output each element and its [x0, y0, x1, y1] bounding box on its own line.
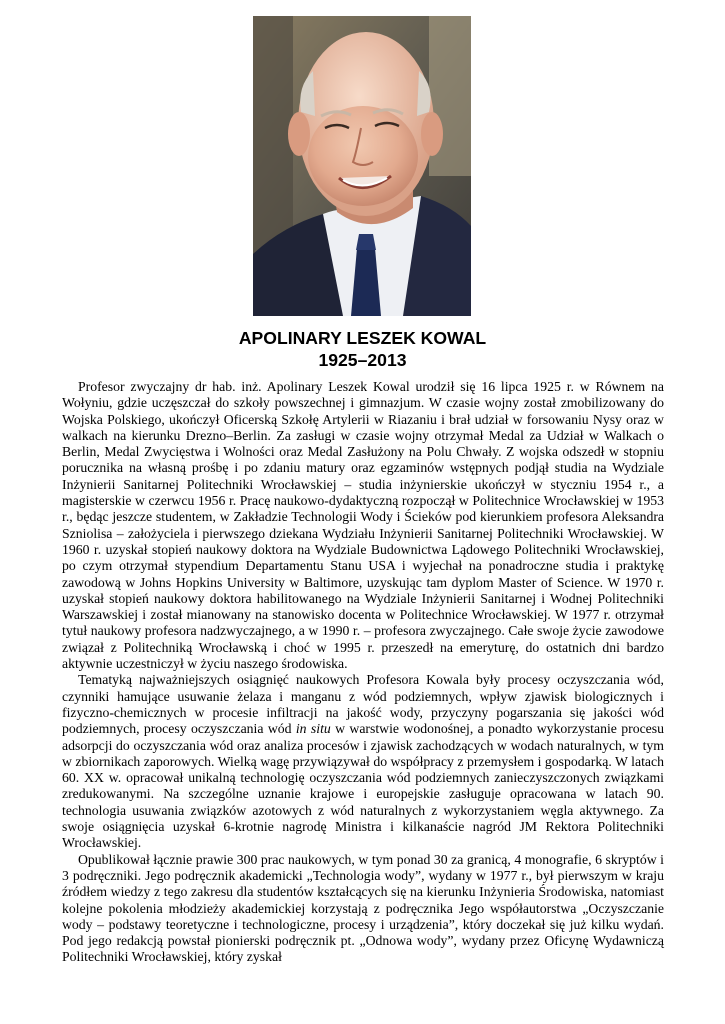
biography-text	[62, 379, 664, 966]
obituary-heading	[0, 327, 725, 371]
paragraph-career: Profesor zwyczajny dr hab. inż. Apolinary Leszek Kowal urodził się 16 lipca 1925 r. w Równem na Wołyniu, gdzie uczęszczał do szkoły powszechnej i gimnazjum. W czasie wojny został zmobilizowany do Wojska Polskiego, ukończył Oficerską Szkołę Artylerii w Riazaniu i brał udział w forsowaniu Nysy oraz w walkach na kierunku Drezno–Berlin. Za zasługi w czasie wojny otrzymał Medal za Udział w Walkach o Berlin, Medal Zwycięstwa i Wolności oraz Medal Zasłużony na Polu Chwały. Z wojska odszedł w stopniu porucznika na własną prośbę i po zdaniu matury oraz egzaminów wstępnych podjął studia na Wydziale Inżynierii Sanitarnej Politechniki Wrocławskiej – studia inżynierskie ukończył w styczniu 1954 r., a magisterskie w czerwcu 1956 r. Pracę naukowo-dydaktyczną rozpoczął w Politechnice Wrocławskiej w 1953 r., będąc jeszcze studentem, w Zakładzie Technologii Wody i Ścieków pod kierunkiem profesora Aleksandra Szniolisa – założyciela i pierwszego dziekana Wydziału Inżynierii Sanitarnej Politechniki Wrocławskiej. W 1960 r. uzyskał stopień naukowy doktora na Wydziale Budownictwa Lądowego Politechniki Wrocławskiej, po czym otrzymał stypendium Departamentu Stanu USA i wyjechał na ponadroczne studia i praktykę zawodową w Johns Hopkins University w Baltimore, uzyskując tam dyplom Master of Science. W 1970 r. uzyskał stopień naukowy doktora habilitowanego na Wydziale Inżynierii Sanitarnej i Wodnej Politechniki Warszawskiej i został mianowany na stanowisko docenta w Politechnice Wrocławskiej. W 1977 r. otrzymał tytuł naukowy profesora nadzwyczajnego, a w 1990 r. – profesora zwyczajnego. Całe swoje życie zawodowe związał z Politechniką Wrocławską i choć w 1995 r. przeszedł na emeryturę, do ostatnich dni bardzo aktywnie uczestniczył w życiu naszego środowiska.	[62, 379, 664, 672]
portrait-image	[253, 16, 471, 316]
person-name: APOLINARY LESZEK KOWAL	[238, 328, 487, 348]
portrait-photo	[253, 16, 471, 316]
italic-term: in situ	[295, 721, 331, 737]
paragraph-publications: Opublikował łącznie prawie 300 prac naukowych, w tym ponad 30 za granicą, 4 monografie, 6 skryptów i 3 podręczniki. Jego podręcznik akademicki „Technologia wody”, wydany w 1977 r., był pierwszym w kraju źródłem wiedzy z tego zakresu dla studentów kształcących się na kierunku Inżynieria Środowiska, natomiast kolejne pokolenia młodzieży akademickiej korzystają z podręcznika Jego współautorstwa „Oczyszczanie wody – podstawy teoretyczne i technologiczne, procesy i urządzenia”, który doczekał się już kilku wydań. Pod jego redakcją powstał pionierski podręcznik pt. „Odnowa wody”, wydany przez Oficynę Wydawniczą Politechniki Wrocławskiej, który zyskał	[62, 851, 664, 965]
life-years: 1925–2013	[318, 350, 407, 370]
paragraph-research: Tematyką najważniejszych osiągnięć naukowych Profesora Kowala były procesy oczyszczania wód, czynniki hamujące usuwanie żelaza i manganu z wód podziemnych, wpływ zjawisk biologicznych i fizyczno-chemicznych w procesie infiltracji na jakość wody, przyczyny pogarszania się jakości wód podziemnych, procesy oczyszczania wód in situ w warstwie wodonośnej, a ponadto wykorzystanie procesu adsorpcji do oczyszczania wód oraz analiza procesów i zjawisk zachodzących w wodach naturalnych, w tym w zbiornikach zaporowych. Wielką wagę przywiązywał do współpracy z przemysłem i gospodarką. W latach 60. XX w. opracował unikalną technologię oczyszczania wód podziemnych zanieczyszczonych związkami zredukowanymi. Na szczególne uznanie krajowe i europejskie zasługuje opracowana w latach 90. technologia usuwania związków azotowych z wód naturalnych z wykorzystaniem węgla aktywnego. Za swoje osiągnięcia uzyskał 6-krotnie nagrodę Ministra i kilkanaście nagród JM Rektora Politechniki Wrocławskiej.	[62, 672, 665, 851]
